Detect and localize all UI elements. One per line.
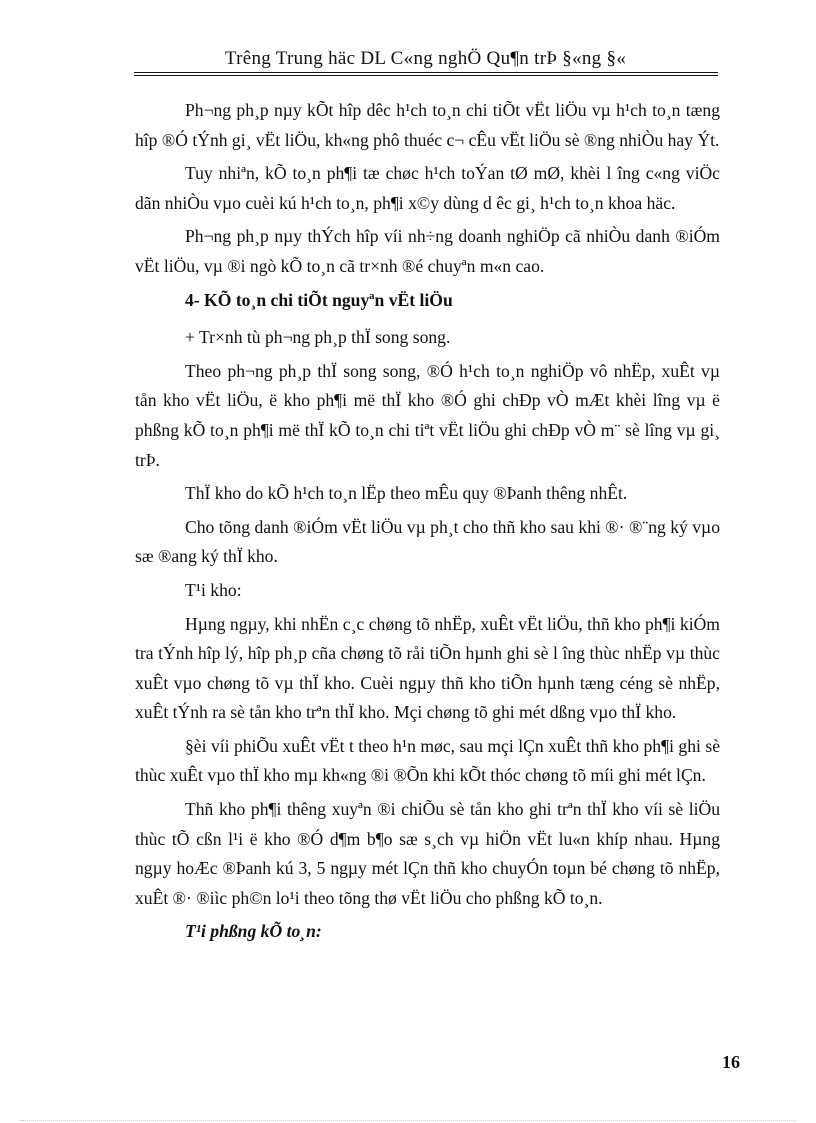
- paragraph: Ph¬ng ph¸p nµy kÕt hîp dêc h¹ch to¸n chi tiÕt vËt liÖu vµ h¹ch to¸n tæng hîp ®Ó tÝnh gi¸ vËt liÖu, kh«ng phô thuéc c¬ cÊu vËt liÖu sè ®ng nhiÒu hay Ýt.: [135, 100, 720, 150]
- paragraph: Cho tõng danh ®iÓm vËt liÖu vµ ph¸t cho thñ kho sau khi ®· ®¨ng ký vµo sæ ®ang ký thÏ kho.: [135, 516, 720, 567]
- paragraph: §èi víi phiÕu xuÊt vËt t theo h¹n møc, sau mçi lÇn xuÊt thñ kho ph¶i ghi sè thùc xuÊt vµo thÏ kho mµ kh«ng ®i ®Õn khi kÕt thóc chøng tõ míi ghi mét lÇn.: [135, 735, 720, 786]
- paragraph: T¹i kho:: [185, 579, 242, 600]
- paragraph: Hµng ngµy, khi nhËn c¸c chøng tõ nhËp, xuÊt vËt liÖu, thñ kho ph¶i kiÓm tra tÝnh hîp lý, hîp ph¸p cña chøng tõ råi tiÕn hµnh ghi sè l îng thùc nhËp vµ thùc xuÊt vµo chøng tõ vµ thÏ kho. Cuèi ngµy thñ kho tiÕn hµnh tæng céng sè nhËp, xuÊt tÝnh ra sè tån kho trªn thÏ kho. Mçi chøng tõ ghi mét dßng vµo thÏ kho.: [135, 613, 720, 723]
- paragraph: Thñ kho ph¶i thêng xuyªn ®i chiÕu sè tån kho ghi trªn thÏ kho víi sè liÖu thùc tÕ cßn l¹i ë kho ®Ó d¶m b¶o sæ s¸ch vµ hiÖn vËt lu«n khíp nhau. Hµng ngµy hoÆc ®Þanh kú 3, 5 ngµy mét lÇn thñ kho chuyÓn toµn bé chøng tõ nhËp, xuÊt ®· ®iìc ph©n lo¹i theo tõng thø vËt liÖu cho phßng kÕ to¸n.: [135, 799, 720, 908]
- paragraph: Tuy nhiªn, kÕ to¸n ph¶i tæ chøc h¹ch toÝan tØ mØ, khèi l îng c«ng viÖc dãn nhiÒu vµo cuèi kú h¹ch to¸n, ph¶i x©y dùng d êc gi¸ h¹ch to¸n khoa häc.: [135, 163, 720, 213]
- subsection-heading: T¹i phßng kÕ to¸n:: [185, 921, 322, 942]
- paragraph: Ph¬ng ph¸p nµy thÝch hîp víi nh÷ng doanh nghiÖp cã nhiÒu danh ®iÓm vËt liÖu, vµ ®i ngò kÕ to¸n cã tr×nh ®é chuyªn m«n cao.: [135, 226, 720, 276]
- header-rule-top: [134, 72, 718, 73]
- section-heading: 4- KÕ to¸n chi tiÕt nguyªn vËt liÖu: [185, 289, 453, 310]
- page-header: Trêng Trung häc DL C«ng nghÖ Qu¶n trÞ §«ng §«: [224, 48, 627, 69]
- body-text: [135, 96, 720, 951]
- paragraph: Theo ph¬ng ph¸p thÏ song song, ®Ó h¹ch to¸n nghiÖp vô nhËp, xuÊt vµ tån kho vËt liÖu, ë kho ph¶i më thÏ kho ®Ó ghi chÐp vÒ mÆt khèi lîng vµ ë phßng kÕ to¸n ph¶i më thÏ kÕ to¸n chi tiªt vËt liÖu ghi chÐp vÒ m¨ sè lîng vµ gi¸ trÞ.: [135, 360, 720, 470]
- paragraph: + Tr×nh tù ph¬ng ph¸p thÏ song song.: [185, 327, 451, 348]
- header-rule-bottom: [134, 75, 718, 76]
- paragraph: ThÏ kho do kÕ h¹ch to¸n lËp theo mÊu quy ®Þanh thêng nhÊt.: [185, 483, 628, 504]
- page-number: 16: [722, 1052, 740, 1072]
- footer-divider: [20, 1120, 796, 1121]
